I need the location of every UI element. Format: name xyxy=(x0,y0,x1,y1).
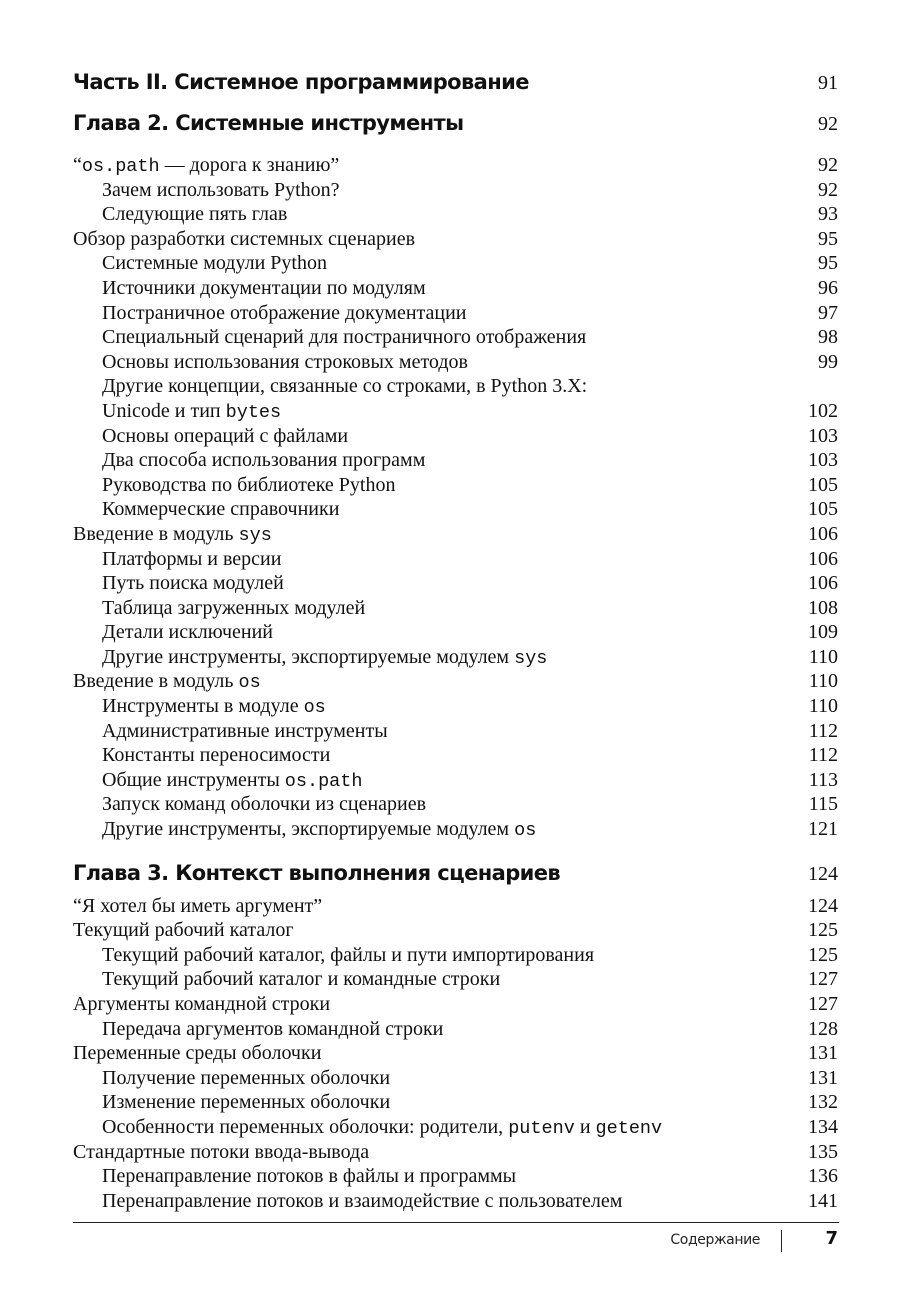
entry-title: “Я хотел бы иметь аргумент” xyxy=(73,894,323,917)
entry-title: Введение в модуль os xyxy=(73,670,261,694)
entry-page: 106 xyxy=(808,572,838,595)
entry-page: 131 xyxy=(808,1042,838,1065)
toc-entry xyxy=(73,399,838,424)
entry-title: Общие инструменты os.path xyxy=(102,768,363,792)
entry-title: Аргументы командной строки xyxy=(73,993,331,1015)
toc-entry xyxy=(73,768,838,793)
entry-page: 135 xyxy=(808,1140,838,1163)
toc-entry xyxy=(73,620,838,645)
chapter-3-entries xyxy=(73,894,838,1214)
chapter-title: Глава 2. Системные инструменты xyxy=(73,111,464,135)
entry-title: Другие инструменты, экспортируемые модулем sys xyxy=(102,645,548,669)
toc-entry xyxy=(73,1017,838,1042)
entry-title: Постраничное отображение документации xyxy=(102,301,467,324)
entry-title: Текущий рабочий каталог, файлы и пути импортирования xyxy=(102,943,595,966)
entry-title: Системные модули Python xyxy=(102,252,327,275)
entry-title: Введение в модуль sys xyxy=(73,522,272,546)
entry-title: Переменные среды оболочки xyxy=(73,1042,322,1065)
entry-title: Платформы и версии xyxy=(102,547,282,570)
entry-title: Изменение переменных оболочки xyxy=(102,1091,391,1114)
footer-divider xyxy=(73,1222,839,1223)
entry-page: 125 xyxy=(808,919,838,942)
chapter-3-heading xyxy=(73,853,838,893)
entry-page: 110 xyxy=(808,695,838,718)
entry-title: Стандартные потоки ввода-вывода xyxy=(73,1140,370,1163)
toc-entry xyxy=(73,596,838,621)
toc-entry xyxy=(73,792,838,817)
toc-entry xyxy=(73,153,838,178)
toc-entry xyxy=(73,325,838,350)
entry-title: Коммерческие справочники xyxy=(102,498,340,521)
chapter-2-heading xyxy=(73,103,838,143)
entry-page: 92 xyxy=(818,178,838,201)
entry-page: 127 xyxy=(808,968,838,991)
entry-title: “os.path — дорога к знанию” xyxy=(73,154,340,177)
entry-title: Детали исключений xyxy=(102,621,273,644)
chapter-2-entries xyxy=(73,153,838,842)
entry-page: 109 xyxy=(808,621,838,644)
toc-entry xyxy=(73,227,838,252)
entry-title: Обзор разработки системных сценариев xyxy=(73,227,416,250)
toc-entry xyxy=(73,1164,838,1189)
toc-entry xyxy=(73,448,838,473)
toc-entry xyxy=(73,497,838,522)
entry-page: 106 xyxy=(808,522,838,545)
entry-page: 92 xyxy=(818,154,838,176)
entry-page: 112 xyxy=(808,744,838,767)
toc-entry xyxy=(73,943,838,968)
toc-entry xyxy=(73,894,838,919)
entry-page: 93 xyxy=(818,203,838,226)
running-footer-label: Содержание xyxy=(670,1232,760,1248)
entry-page: 125 xyxy=(808,943,838,966)
entry-title: Особенности переменных оболочки: родители, putenv и getenv xyxy=(102,1115,663,1139)
entry-page: 99 xyxy=(818,350,838,373)
toc-entry xyxy=(73,424,838,449)
toc-entry xyxy=(73,350,838,375)
entry-title: Другие концепции, связанные со строками, в Python 3.X: xyxy=(102,375,588,398)
footer-separator xyxy=(781,1230,782,1252)
entry-title: Запуск команд оболочки из сценариев xyxy=(102,793,427,816)
entry-title: Unicode и тип bytes xyxy=(102,399,282,423)
chapter-title: Глава 3. Контекст выполнения сценариев xyxy=(73,860,561,885)
entry-title: Таблица загруженных модулей xyxy=(102,596,366,619)
part-title: Часть II. Системное программирование xyxy=(73,70,529,94)
entry-page: 110 xyxy=(808,670,838,693)
toc-entry xyxy=(73,1140,838,1165)
entry-page: 121 xyxy=(808,818,838,841)
entry-page: 105 xyxy=(808,498,838,521)
toc-entry xyxy=(73,992,838,1017)
entry-title: Перенаправление потоков в файлы и программы xyxy=(102,1165,517,1188)
toc-entry xyxy=(73,473,838,498)
toc-entry xyxy=(73,1189,838,1214)
entry-page: 103 xyxy=(808,449,838,472)
entry-title: Получение переменных оболочки xyxy=(102,1066,391,1089)
entry-page: 95 xyxy=(818,252,838,275)
toc-entry xyxy=(73,374,838,399)
toc-entry xyxy=(73,1115,838,1140)
page-number: 7 xyxy=(825,1228,838,1249)
toc-entry xyxy=(73,918,838,943)
table-of-contents xyxy=(73,62,838,1213)
entry-title: Два способа использования программ xyxy=(102,449,426,472)
toc-entry xyxy=(73,202,838,227)
toc-entry xyxy=(73,743,838,768)
entry-page: 106 xyxy=(808,547,838,570)
toc-entry xyxy=(73,1090,838,1115)
entry-page: 128 xyxy=(808,1017,838,1040)
toc-entry xyxy=(73,301,838,326)
toc-entry xyxy=(73,1066,838,1091)
entry-page: 112 xyxy=(808,719,838,742)
chapter-page: 92 xyxy=(818,113,838,135)
entry-page: 113 xyxy=(808,768,838,791)
entry-title: Зачем использовать Python? xyxy=(102,178,340,201)
part-heading xyxy=(73,62,838,102)
toc-entry xyxy=(73,522,838,547)
entry-title: Основы использования строковых методов xyxy=(102,350,468,373)
toc-entry xyxy=(73,547,838,572)
entry-page: 127 xyxy=(808,993,838,1015)
entry-title: Основы операций с файлами xyxy=(102,424,349,447)
entry-page: 131 xyxy=(808,1066,838,1089)
toc-entry xyxy=(73,694,838,719)
entry-title: Административные инструменты xyxy=(102,719,388,742)
toc-entry xyxy=(73,571,838,596)
entry-title: Перенаправление потоков и взаимодействие с пользователем xyxy=(102,1189,623,1212)
entry-page: 141 xyxy=(808,1189,838,1212)
toc-entry xyxy=(73,276,838,301)
entry-title: Специальный сценарий для постраничного отображения xyxy=(102,326,587,349)
entry-page: 108 xyxy=(808,596,838,619)
entry-title: Следующие пять глав xyxy=(102,203,288,226)
toc-entry xyxy=(73,669,838,694)
entry-page: 96 xyxy=(818,276,838,299)
entry-title: Константы переносимости xyxy=(102,744,331,767)
entry-page: 115 xyxy=(808,793,838,816)
entry-title: Передача аргументов командной строки xyxy=(102,1017,444,1040)
toc-entry xyxy=(73,967,838,992)
toc-entry xyxy=(73,817,838,842)
entry-page: 134 xyxy=(808,1115,838,1138)
toc-entry xyxy=(73,719,838,744)
entry-title: Инструменты в модуле os xyxy=(102,695,326,719)
entry-page: 132 xyxy=(808,1091,838,1114)
entry-title: Руководства по библиотеке Python xyxy=(102,473,396,496)
entry-page: 102 xyxy=(808,399,838,422)
entry-page: 97 xyxy=(818,301,838,324)
part-page: 91 xyxy=(818,72,838,94)
entry-page: 136 xyxy=(808,1165,838,1188)
entry-page: 95 xyxy=(818,227,838,250)
entry-page: 98 xyxy=(818,326,838,349)
entry-title: Источники документации по модулям xyxy=(102,276,426,299)
toc-entry xyxy=(73,1041,838,1066)
entry-page: 105 xyxy=(808,473,838,496)
toc-entry xyxy=(73,645,838,670)
entry-title: Текущий рабочий каталог xyxy=(73,919,294,942)
entry-page: 110 xyxy=(808,645,838,668)
entry-title: Путь поиска модулей xyxy=(102,572,284,595)
toc-entry xyxy=(73,178,838,203)
entry-title: Другие инструменты, экспортируемые модулем os xyxy=(102,818,537,842)
toc-entry xyxy=(73,251,838,276)
entry-title: Текущий рабочий каталог и командные строки xyxy=(102,968,501,991)
entry-page: 103 xyxy=(808,424,838,447)
chapter-page: 124 xyxy=(808,862,838,885)
entry-page: 124 xyxy=(808,894,838,917)
